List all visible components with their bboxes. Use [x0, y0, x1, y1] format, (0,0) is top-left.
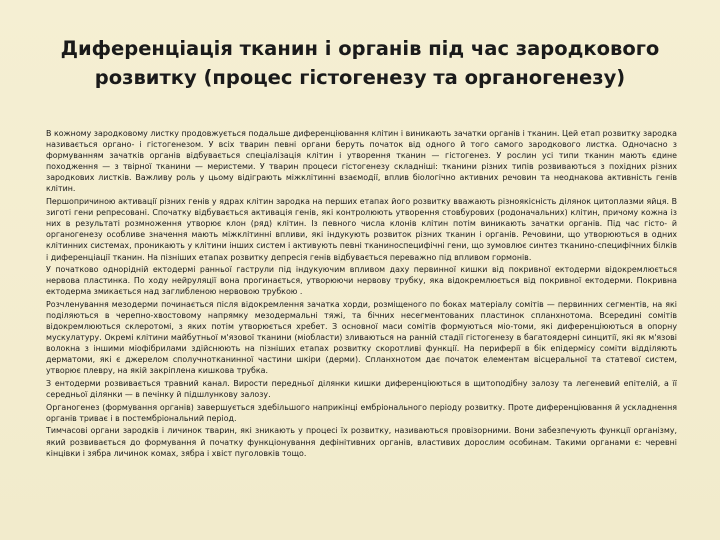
paragraph: В кожному зародковому листку продовжується подальше диференціювання клітин і виникають зачатки органів і тканин. Цей етап розвитку зародка називається органо- і гістогенезом. У всіх тварин певні органи беруть початок від одного й того самого зародкового листка. Одночасно з формуванням зачатків органів відбувається спеціалізація клітин і утворення тканин — гістогенез. У рослин усі типи тканин мають єдине походження — з твірної тканини — меристеми. У тварин процеси гістогенезу складніші: тканини різних типів розвиваються з похідних різних зародкових листків. Важливу роль у цьому відіграють міжклітинні взаємодії, вплив біологічно активних речовин та неоднакова активність генів клітин. — [46, 129, 677, 194]
paragraph: У початково однорідній ектодермі ранньої гаструли під індукуючим впливом даху первинної кишки від покривної ектодерми відокремлюється нервова пластинка. По ходу нейруляції вона прогинається, утворюючи нервову трубку, яка відокремлюється від покривної ектодерми. Покривна ектодерма змикається над заглибленою нервовою трубкою . — [46, 265, 677, 297]
slide-body — [46, 128, 677, 460]
paragraph: Розчленування мезодерми починається після відокремлення зачатка хорди, розміщеного по боках матеріалу сомітів — первинних сегментів, на які поділяються в черепно-хвостовому напрямку мезодермальні тяжі, та бічних несегментованих пластинок спланхнотома. Всередині сомітів відокремлюються склеротомі, з яких потім утворюється хребет. З основної маси сомітів формуються міо-томи, які диференціюються в опорну мускулатуру. Окремі клітини майбутньої м'язової тканини (міобласти) зливаються на ранній стадії гістогенезу в багатоядерні синцитії, які як м'язові волокна з іншими міофібрилами здійснюють на пізніших етапах розвитку скоротливі функції. На периферії в бік епідермісу соміти відділяють дерматоми, які є джерелом сполучнотканинної частини шкіри (дерми). Спланхнотом дає початок елементам вісцеральної та статевої систем, утворює плевру, на якій закріплена кишкова трубка. — [46, 299, 677, 376]
paragraph: З ентодерми розвивається травний канал. Вирости передньої ділянки кишки диференціюються в щитоподібну залозу та легеневий епітелій, а її середньої ділянки — в печінку й підшлункову залозу. — [46, 379, 677, 400]
paragraph: Першопричиною активації різних генів у ядрах клітин зародка на перших етапах його розвитку вважають різноякісність ділянок цитоплазми яйця. В зиготі гени репресовані. Спочатку відбувається активація генів, які контролюють утворення стовбурових (родоначальних) клітин, причому кожна із них в результаті розмноження утворює клон (ряд) клітин. Із певного числа клонів клітин потім виникають зачатки органів. Під час гісто- й органогенезу особливе значення мають міжклітинні впливи, які індукують розвиток різних тканин і органів. Речовини, що утворюються в одних клітинних системах, проникають у клітини інших систем і активують певні тканиноспецифічні гени, що зумовлює синтез тканино-специфічних білків і диференціації тканин. На пізніших етапах розвитку депресія генів відбувається переважно під впливом гормонів. — [46, 197, 677, 262]
paragraph: Органогенез (формування органів) завершується здебільшого наприкінці ембріонального періоду розвитку. Проте диференціювання й ускладнення органів триває і в постембріональний період. — [46, 402, 677, 423]
paragraph: Тимчасові органи зародків і личинок тварин, які зникають у процесі їх розвитку, називаються провізорними. Вони забезпечують функції організму, який розвивається до формування й початку функціонування дефінітивних органів, властивих дорослим особинам. Такими органами є: черевні кінцівки і зябра личинок комах, зябра і хвіст пуголовків тощо. — [46, 426, 677, 458]
slide-title: Диференціація тканин і органів під час зародкового розвитку (процес гістогенезу та органогенезу) — [60, 37, 660, 89]
